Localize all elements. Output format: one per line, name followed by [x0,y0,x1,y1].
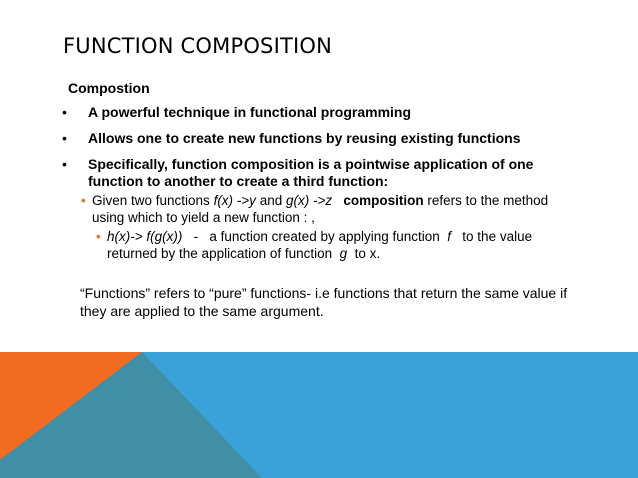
sub-sub-bullet-definition [96,228,562,262]
h-expression: h(x)-> f(g(x)) [107,229,183,244]
g-expression: g(x) ->z [285,193,333,208]
composition-keyword: composition [343,193,424,208]
definition-text-mid: - a function created by applying function [182,229,448,244]
sub-bullet-text-pre: Given two functions [92,193,214,208]
subheading: Compostion [68,80,150,96]
bullet-glyph: • [62,130,67,146]
sub-bullet-composition [81,192,562,226]
bullet-item [62,156,568,190]
sub-bullet-glyph: • [81,193,86,208]
sub-bullet-glyph: • [96,229,101,244]
sub-bullet-text-post: refers to the method using which to yield a new function : , [92,193,549,225]
bullet-text: A powerful technique in functional programming [88,104,412,120]
bullet-item [62,104,412,121]
definition-text-post: to x. [347,246,381,261]
bullet-glyph: • [62,156,67,172]
definition-text-mid2: to the value returned by the application of function [107,229,536,261]
bullet-glyph: • [62,104,67,120]
pure-functions-note: “Functions” refers to “pure” functions- i.e functions that return the same value if they are applied to the same argument. [80,285,568,319]
function-g: g [339,246,348,261]
bullet-text: Specifically, function composition is a pointwise application of one function to another to create a third function: [88,156,534,189]
slide-title: FUNCTION COMPOSITION [63,34,333,58]
sub-bullet-gap [332,193,343,208]
bullet-text: Allows one to create new functions by reusing existing functions [88,130,521,146]
function-f: f [447,229,452,244]
f-expression: f(x) ->y [213,193,256,208]
sub-bullet-text-mid: and [255,193,286,208]
bullet-item [62,130,521,147]
